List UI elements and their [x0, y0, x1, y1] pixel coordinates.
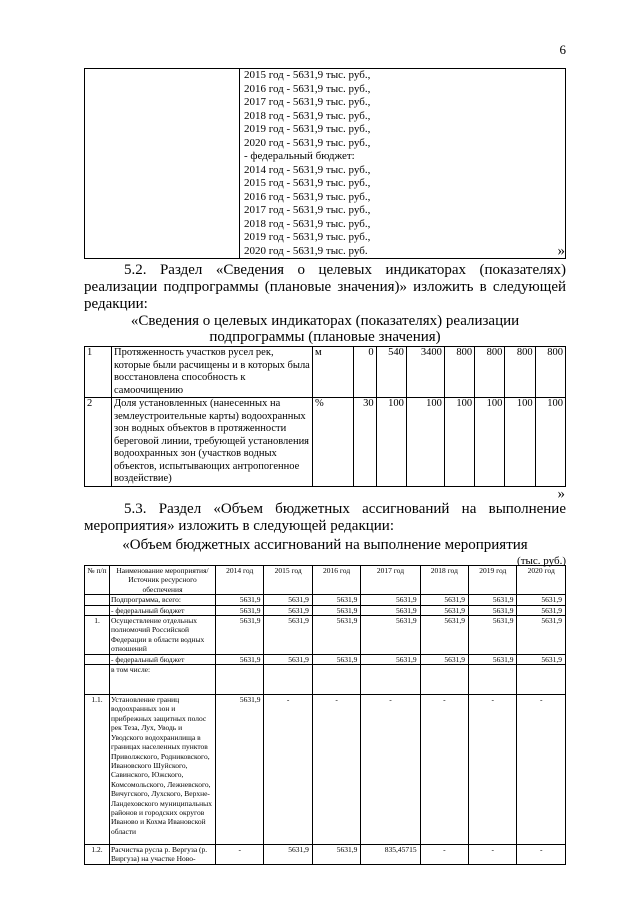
closing-quote: »: [557, 486, 565, 502]
funding-line: 2019 год - 5631,9 тыс. руб.,: [244, 123, 371, 135]
row-value: 5631,9: [517, 654, 566, 664]
row-number: [85, 665, 110, 695]
row-value: 835,45715: [361, 845, 420, 865]
row-value: 5631,9: [517, 595, 566, 605]
row-name: в том числе:: [110, 665, 216, 695]
indicator-name: Протяженность участков русел рек, которые были расчищены и в которых была восстановлена способность к самоочищению: [112, 347, 313, 398]
row-value: -: [312, 695, 360, 845]
table-header-row: [85, 566, 566, 595]
row-value: -: [216, 845, 264, 865]
budget-table: [84, 565, 566, 865]
row-value: 5631,9: [216, 605, 264, 615]
funding-line: 2017 год - 5631,9 тыс. руб.,: [244, 96, 371, 108]
row-value: [469, 665, 517, 695]
row-value: 5631,9: [420, 654, 468, 664]
table-row: [85, 398, 566, 487]
row-value: [420, 665, 468, 695]
row-name: Осуществление отдельных полномочий Российской Федерации в области водных отношений: [110, 616, 216, 655]
indicator-value: 3400: [406, 347, 444, 398]
row-value: 5631,9: [420, 605, 468, 615]
header-year: 2015 год: [264, 566, 312, 595]
funding-line: 2018 год - 5631,9 тыс. руб.,: [244, 217, 371, 230]
indicator-unit: %: [313, 398, 354, 487]
row-value: 5631,9: [264, 595, 312, 605]
row-number: [85, 654, 110, 664]
page-number: 6: [559, 42, 566, 57]
header-year: 2018 год: [420, 566, 468, 595]
row-value: 5631,9: [216, 695, 264, 845]
row-value: 5631,9: [312, 605, 360, 615]
section-5-3-heading: «Объем бюджетных ассигнований на выполнение мероприятия: [122, 537, 528, 553]
row-value: 5631,9: [469, 616, 517, 655]
row-value: -: [264, 695, 312, 845]
row-value: 5631,9: [517, 616, 566, 655]
row-value: -: [517, 695, 566, 845]
indicator-value: 800: [505, 347, 535, 398]
row-value: 5631,9: [264, 605, 312, 615]
row-number: 1.: [85, 616, 110, 655]
row-value: 5631,9: [361, 654, 420, 664]
funding-line: 2016 год - 5631,9 тыс. руб.,: [244, 82, 371, 95]
row-value: 5631,9: [216, 595, 264, 605]
closing-quote: »: [557, 243, 565, 259]
row-number: [85, 605, 110, 615]
row-value: 5631,9: [216, 654, 264, 664]
indicator-unit: м: [313, 347, 354, 398]
row-value: 5631,9: [469, 605, 517, 615]
funding-table-left-cell: [85, 69, 240, 259]
indicators-table: [84, 346, 566, 487]
row-value: -: [420, 845, 468, 865]
table-row: [85, 605, 566, 615]
header-year: 2016 год: [312, 566, 360, 595]
row-value: 5631,9: [517, 605, 566, 615]
table-row: [85, 347, 566, 398]
table-row: [85, 695, 566, 845]
row-name: Расчистка русла р. Вергуза (р. Виргуза) на участке Ново-: [110, 845, 216, 865]
row-value: 5631,9: [264, 845, 312, 865]
indicator-value: 0: [354, 347, 377, 398]
indicator-value: 100: [475, 398, 505, 487]
row-name: - федеральный бюджет: [110, 605, 216, 615]
row-value: -: [361, 695, 420, 845]
row-value: [216, 665, 264, 695]
funding-list: [244, 69, 561, 258]
row-value: 5631,9: [312, 616, 360, 655]
row-value: [361, 665, 420, 695]
row-value: 5631,9: [216, 616, 264, 655]
row-value: 5631,9: [469, 595, 517, 605]
table-row: [85, 654, 566, 664]
funding-line: - федеральный бюджет:: [244, 150, 355, 162]
row-value: 5631,9: [312, 654, 360, 664]
row-value: 5631,9: [312, 595, 360, 605]
funding-line: 2019 год - 5631,9 тыс. руб.,: [244, 231, 371, 243]
indicator-value: 800: [475, 347, 505, 398]
indicator-value: 100: [535, 398, 565, 487]
funding-line: 2017 год - 5631,9 тыс. руб.,: [244, 204, 371, 216]
table-row: [85, 595, 566, 605]
row-value: -: [469, 695, 517, 845]
table-row: [85, 845, 566, 865]
section-5-2-heading: «Сведения о целевых индикаторах (показателях) реализации подпрограммы (плановые значения): [130, 313, 520, 345]
funding-line: 2015 год - 5631,9 тыс. руб.,: [244, 69, 371, 81]
row-value: 5631,9: [361, 616, 420, 655]
row-number: [85, 595, 110, 605]
table-row: [85, 665, 566, 695]
row-number: 2: [85, 398, 112, 487]
row-value: [312, 665, 360, 695]
row-value: 5631,9: [361, 605, 420, 615]
funding-line: 2020 год - 5631,9 тыс. руб.,: [244, 136, 371, 149]
row-value: 5631,9: [420, 616, 468, 655]
header-year: 2014 год: [216, 566, 264, 595]
indicator-value: 100: [444, 398, 474, 487]
row-value: [264, 665, 312, 695]
funding-line: 2018 год - 5631,9 тыс. руб.,: [244, 109, 371, 122]
section-5-2-text: 5.2. Раздел «Сведения о целевых индикаторах (показателях) реализации подпрограммы (плановые значения)» изложить в следующей редакции:: [84, 262, 566, 312]
header-year: 2020 год: [517, 566, 566, 595]
indicator-value: 100: [376, 398, 406, 487]
row-number: 1.2.: [85, 845, 110, 865]
row-number: 1.1.: [85, 695, 110, 845]
row-name: - федеральный бюджет: [110, 654, 216, 664]
indicator-value: 800: [444, 347, 474, 398]
row-value: -: [420, 695, 468, 845]
row-value: 5631,9: [469, 654, 517, 664]
row-value: [517, 665, 566, 695]
indicator-value: 100: [505, 398, 535, 487]
indicator-value: 800: [535, 347, 565, 398]
row-name: Установление границ водоохранных зон и прибрежных защитных полос рек Теза, Лух, Уводь и Уводского водохранилища в границах населенных пунктов Приволжского, Родниковского, Ивановского Шуйского, Савинского, Южского, Комсомольского, Лежневского, Вичугского, Лухского, Верхне-Ландеховского муниципальных районов и городских округов Иваново и Кохма Ивановской области: [110, 695, 216, 845]
funding-line: 2015 год - 5631,9 тыс. руб.,: [244, 177, 371, 189]
funding-line: 2016 год - 5631,9 тыс. руб.,: [244, 190, 371, 203]
row-value: 5631,9: [361, 595, 420, 605]
row-value: 5631,9: [420, 595, 468, 605]
row-value: 5631,9: [264, 616, 312, 655]
row-value: -: [469, 845, 517, 865]
funding-table-right-cell: [240, 69, 566, 259]
row-value: 5631,9: [264, 654, 312, 664]
indicator-name: Доля установленных (нанесенных на землеустроительные карты) водоохранных зон водных объектов в протяженности береговой линии, требующей установления водоохранных зон (участков водных объектов, испытывающих антропогенное воздействие): [112, 398, 313, 487]
row-value: 5631,9: [312, 845, 360, 865]
indicator-value: 100: [406, 398, 444, 487]
table-row: [85, 616, 566, 655]
funding-line: 2014 год - 5631,9 тыс. руб.,: [244, 163, 371, 176]
section-5-3-text: 5.3. Раздел «Объем бюджетных ассигнований на выполнение мероприятия» изложить в следующей редакции:: [84, 501, 566, 534]
funding-table: [84, 68, 566, 259]
header-num: № п/п: [85, 566, 110, 595]
header-name: Наименование мероприятия/Источник ресурсного обеспечения: [110, 566, 216, 595]
header-year: 2017 год: [361, 566, 420, 595]
row-value: -: [517, 845, 566, 865]
header-year: 2019 год: [469, 566, 517, 595]
indicator-value: 540: [376, 347, 406, 398]
unit-note: (тыс. руб.): [517, 555, 566, 567]
funding-line: 2020 год - 5631,9 тыс. руб.: [244, 244, 368, 257]
indicator-value: 30: [354, 398, 377, 487]
row-name: Подпрограмма, всего:: [110, 595, 216, 605]
row-number: 1: [85, 347, 112, 398]
